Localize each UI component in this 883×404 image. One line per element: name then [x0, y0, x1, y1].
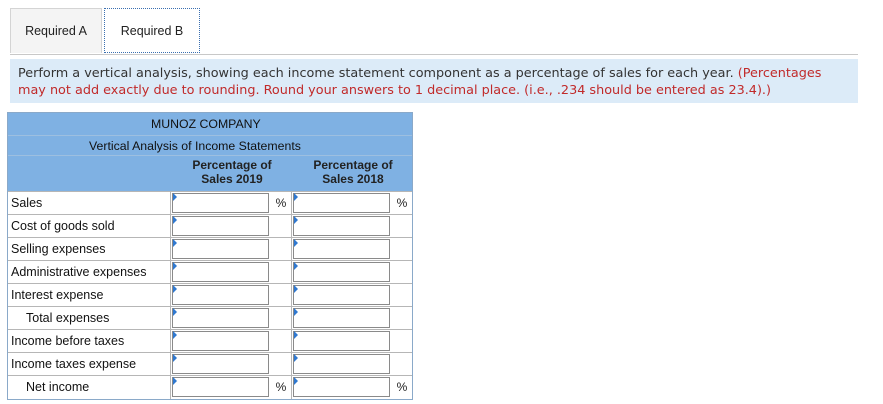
total-expenses-2019-input[interactable] — [172, 308, 269, 328]
column-header-2019-line2: Sales 2019 — [201, 172, 263, 186]
table-row — [8, 375, 412, 398]
company-name: MUNOZ COMPANY — [8, 113, 412, 136]
row-label-interest-expense: Interest expense — [11, 288, 104, 302]
input-marker-icon — [294, 308, 298, 316]
income-before-taxes-2018-input[interactable] — [293, 331, 390, 351]
sales-2019-input[interactable] — [172, 193, 269, 213]
total-expenses-2018-input[interactable] — [293, 308, 390, 328]
instructions-note: (Percentages may not add exactly due to rounding. Round your answers to 1 decimal place. (i.e., .234 should be entered as 23.4).) — [18, 66, 822, 98]
input-marker-icon — [294, 262, 298, 270]
table-row — [8, 283, 412, 306]
row-label-income-taxes-expense: Income taxes expense — [11, 357, 137, 371]
instructions-text: Perform a vertical analysis, showing each income statement component as a percentage of sales for each year. — [18, 66, 734, 81]
input-marker-icon — [173, 331, 177, 339]
column-header-2018-line2: Sales 2018 — [322, 172, 384, 186]
percent-sign: % — [396, 196, 408, 210]
input-marker-icon — [294, 193, 298, 201]
selling-expenses-2018-input[interactable] — [293, 239, 390, 259]
input-marker-icon — [173, 262, 177, 270]
column-divider — [170, 191, 171, 399]
row-label-income-before-taxes: Income before taxes — [11, 334, 125, 348]
sales-2018-input[interactable] — [293, 193, 390, 213]
row-label-administrative-expenses: Administrative expenses — [11, 265, 147, 279]
column-header-2018 — [293, 158, 413, 186]
administrative-expenses-2018-input[interactable] — [293, 262, 390, 282]
instructions-panel — [10, 59, 858, 103]
input-marker-icon — [294, 377, 298, 385]
input-marker-icon — [294, 239, 298, 247]
cost-of-goods-sold-2018-input[interactable] — [293, 216, 390, 236]
column-header-row — [8, 156, 412, 191]
table-row — [8, 352, 412, 375]
percent-sign: % — [396, 380, 408, 394]
table-row — [8, 191, 412, 214]
input-marker-icon — [173, 216, 177, 224]
column-header-2018-line1: Percentage of — [313, 158, 393, 172]
input-marker-icon — [294, 331, 298, 339]
table-row — [8, 329, 412, 352]
column-header-2019 — [172, 158, 292, 186]
worksheet-table — [7, 112, 413, 400]
table-row — [8, 214, 412, 237]
tab-required-b[interactable]: Required B — [104, 8, 200, 53]
input-marker-icon — [173, 193, 177, 201]
interest-expense-2019-input[interactable] — [172, 285, 269, 305]
input-marker-icon — [294, 354, 298, 362]
column-header-2019-line1: Percentage of — [192, 158, 272, 172]
tab-bar — [10, 8, 858, 55]
selling-expenses-2019-input[interactable] — [172, 239, 269, 259]
income-before-taxes-2019-input[interactable] — [172, 331, 269, 351]
table-row — [8, 237, 412, 260]
row-label-cost-of-goods-sold: Cost of goods sold — [11, 219, 115, 233]
input-marker-icon — [173, 239, 177, 247]
administrative-expenses-2019-input[interactable] — [172, 262, 269, 282]
row-label-net-income: Net income — [26, 380, 90, 394]
column-divider — [291, 191, 292, 399]
input-marker-icon — [294, 285, 298, 293]
income-taxes-expense-2019-input[interactable] — [172, 354, 269, 374]
percent-sign: % — [275, 196, 287, 210]
income-taxes-expense-2018-input[interactable] — [293, 354, 390, 374]
tab-required-a[interactable]: Required A — [10, 8, 102, 53]
input-marker-icon — [294, 216, 298, 224]
statement-title: Vertical Analysis of Income Statements — [8, 136, 412, 156]
input-marker-icon — [173, 285, 177, 293]
percent-sign: % — [275, 380, 287, 394]
row-label-sales: Sales — [11, 196, 43, 210]
net-income-2018-input[interactable] — [293, 377, 390, 397]
input-marker-icon — [173, 308, 177, 316]
row-label-selling-expenses: Selling expenses — [11, 242, 106, 256]
interest-expense-2018-input[interactable] — [293, 285, 390, 305]
row-label-total-expenses: Total expenses — [26, 311, 110, 325]
input-marker-icon — [173, 354, 177, 362]
input-marker-icon — [173, 377, 177, 385]
table-row — [8, 306, 412, 329]
cost-of-goods-sold-2019-input[interactable] — [172, 216, 269, 236]
net-income-2019-input[interactable] — [172, 377, 269, 397]
table-row — [8, 260, 412, 283]
